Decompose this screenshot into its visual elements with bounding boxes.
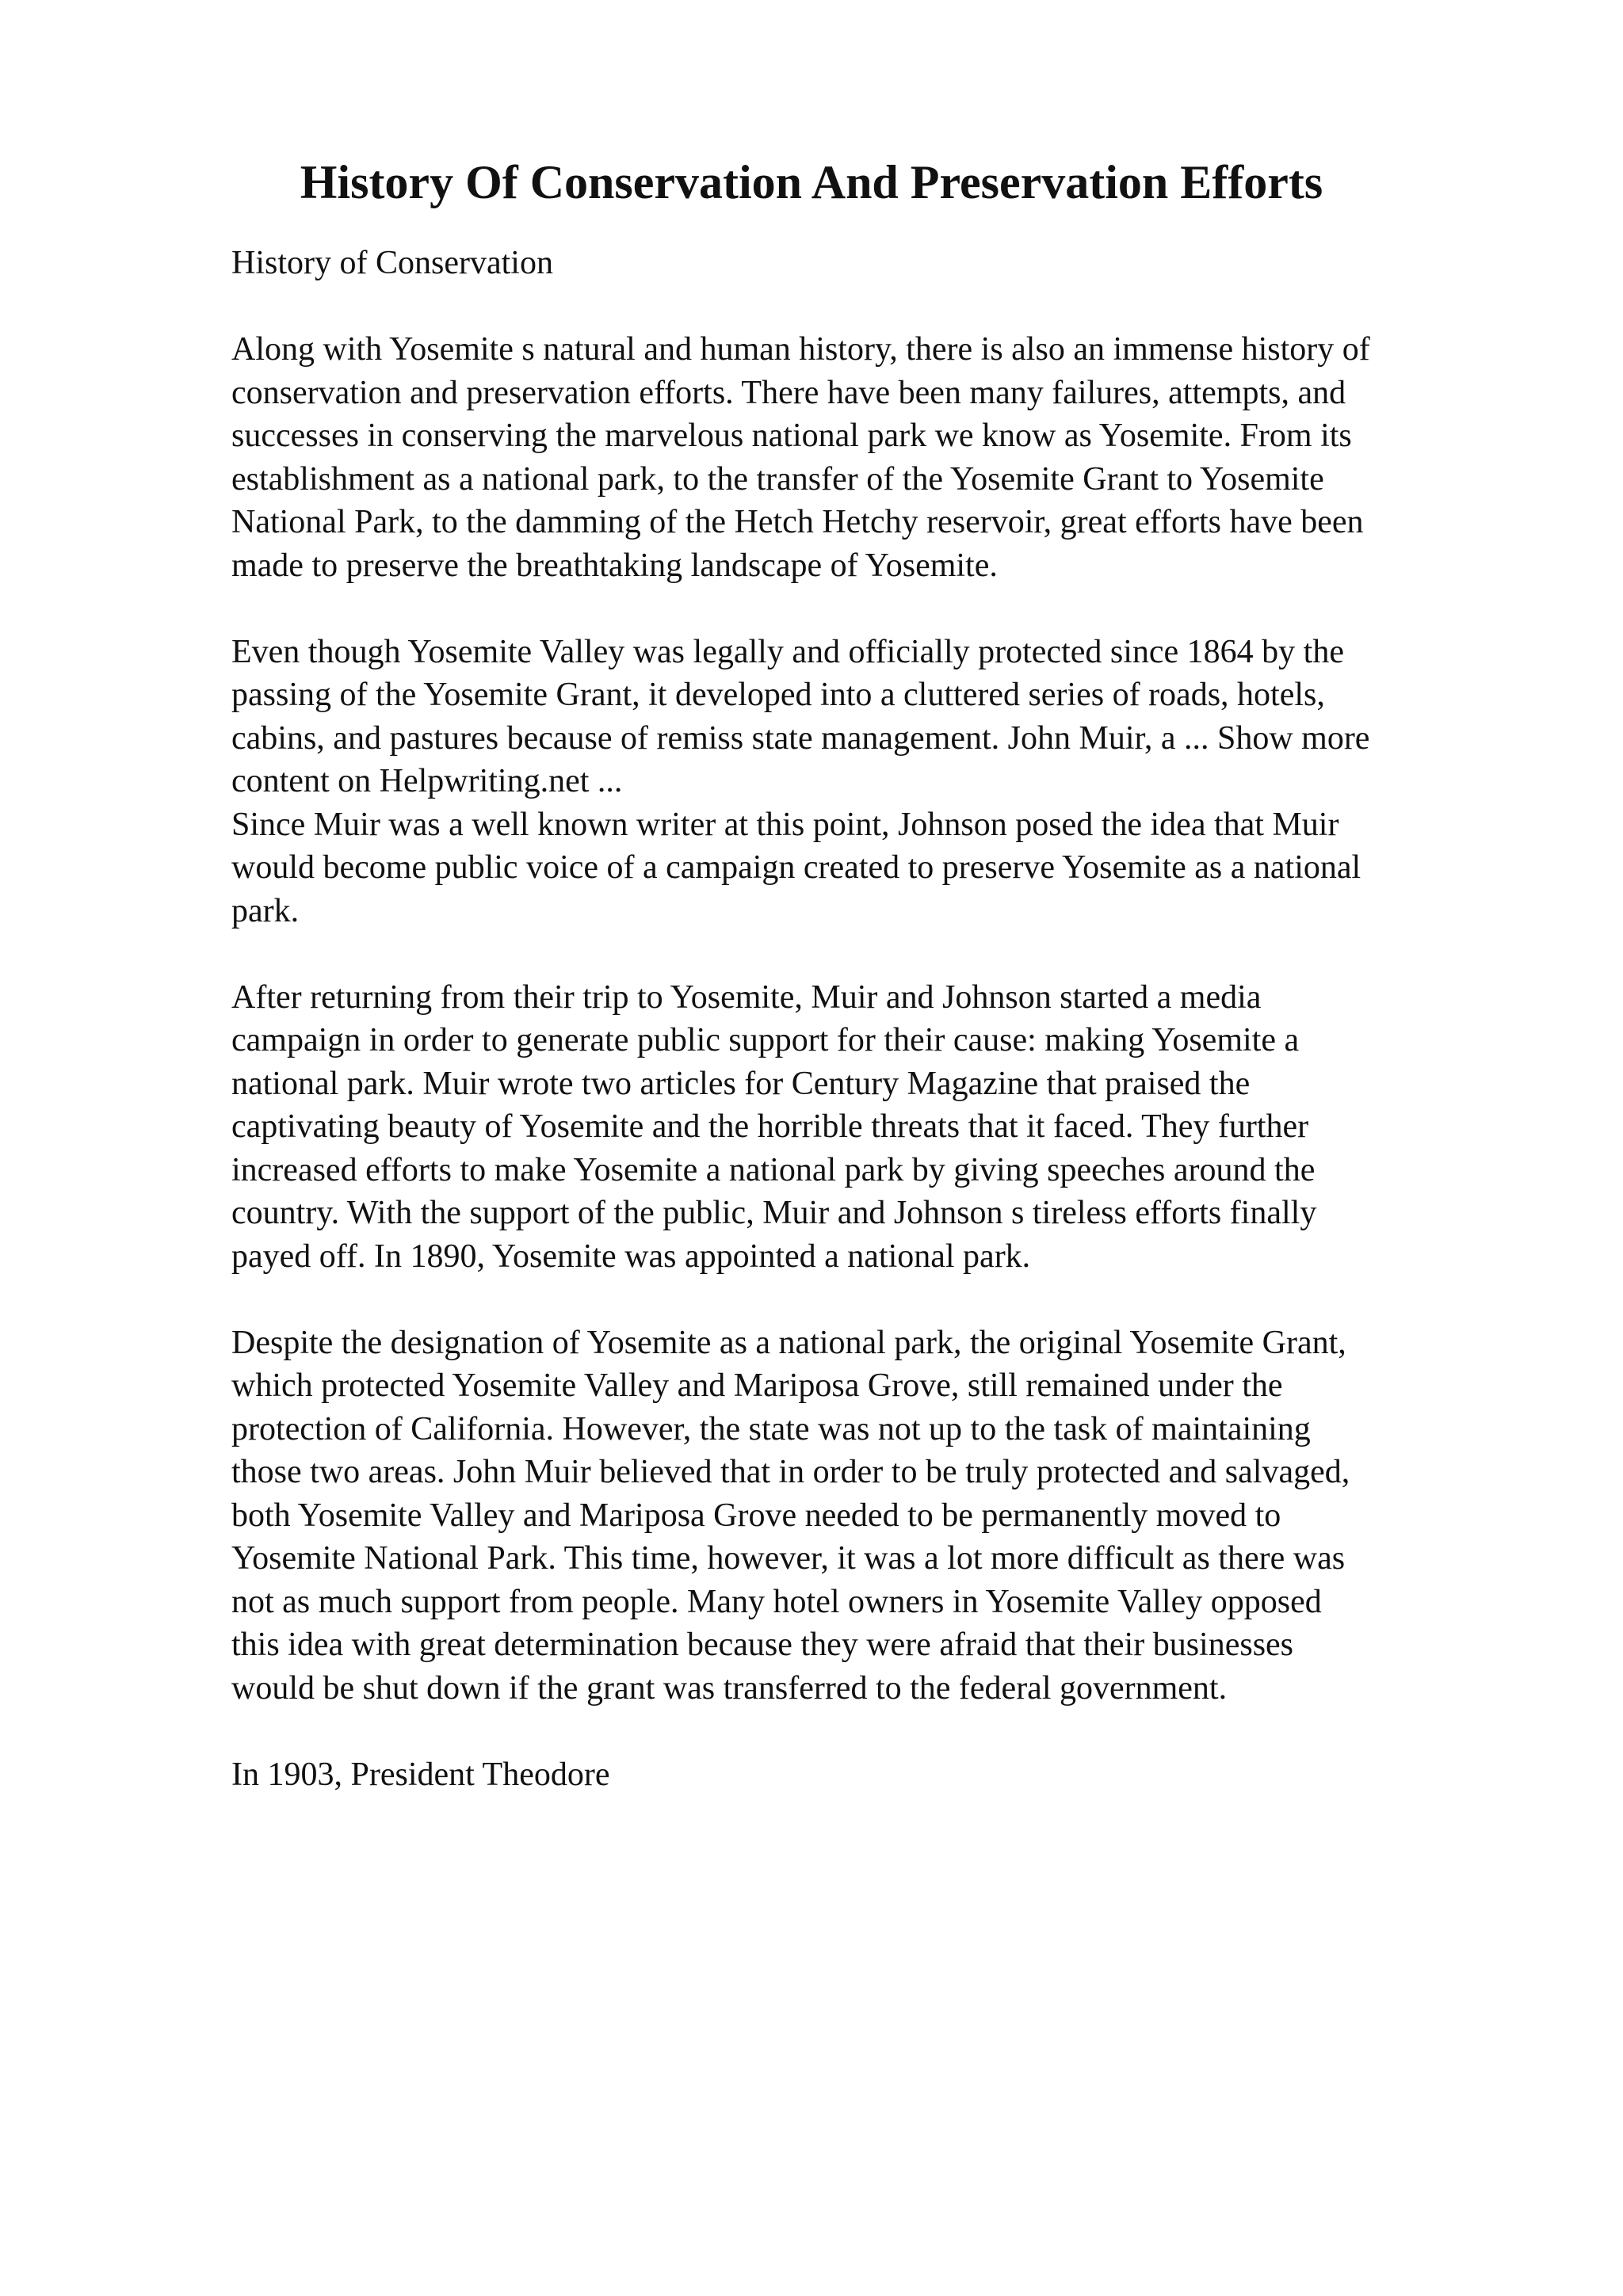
text-line: content on Helpwriting.net ... [231,763,623,799]
text-line: made to preserve the breathtaking landscape of Yosemite. [231,547,998,584]
text-line: increased efforts to make Yosemite a national park by giving speeches around the [231,1151,1316,1188]
paragraph-spacer [231,933,1531,976]
subheading: History of Conservation [231,245,553,281]
text-line: protection of California. However, the state was not up to the task of maintaining [231,1410,1311,1447]
text-line: successes in conserving the marvelous national park we know as Yosemite. From its [231,418,1352,454]
text-line: After returning from their trip to Yosemite, Muir and Johnson started a media [231,978,1262,1016]
paragraph-3 [231,976,1531,1279]
paragraph-5 [231,1753,1531,1797]
text-line: cabins, and pastures because of remiss state management. John Muir, a ... Show more [231,719,1370,757]
text-line: this idea with great determination because they were afraid that their businesses [231,1627,1294,1663]
text-line: In 1903, President Theodore [231,1756,610,1793]
text-line: establishment as a national park, to the transfer of the Yosemite Grant to Yosemite [231,460,1324,498]
text-line: payed off. In 1890, Yosemite was appointed a national park. [231,1238,1031,1275]
text-line: Despite the designation of Yosemite as a national park, the original Yosemite Grant, [231,1324,1346,1361]
paragraph-4 [231,1322,1531,1711]
paragraph-2 [231,631,1531,933]
text-line: national park. Muir wrote two articles for Century Magazine that praised the [231,1065,1251,1102]
text-line: would become public voice of a campaign created to preserve Yosemite as a national [231,849,1361,886]
text-line: would be shut down if the grant was transferred to the federal government. [231,1669,1228,1707]
document-body [231,242,1531,1796]
text-line: Even though Yosemite Valley was legally and officially protected since 1864 by the [231,633,1344,670]
text-line: country. With the support of the public, Muir and Johnson s tireless efforts finally [231,1195,1317,1231]
text-line: Along with Yosemite s natural and human history, there is also an immense history of [231,331,1370,368]
text-line: which protected Yosemite Valley and Mariposa Grove, still remained under the [231,1367,1283,1404]
text-line: captivating beauty of Yosemite and the horrible threats that it faced. They further [231,1108,1309,1145]
text-line: park. [231,892,300,929]
paragraph-spacer [231,587,1531,631]
text-line: passing of the Yosemite Grant, it developed into a cluttered series of roads, hotels, [231,677,1325,713]
text-line: National Park, to the damming of the Hetch Hetchy reservoir, great efforts have been [231,504,1364,540]
paragraph-spacer [231,1278,1531,1322]
document-title: History Of Conservation And Preservation Efforts [300,156,1323,208]
paragraph-spacer [231,1710,1531,1753]
text-line: both Yosemite Valley and Mariposa Grove needed to be permanently moved to [231,1497,1281,1534]
text-line: Yosemite National Park. This time, however, it was a lot more difficult as there was [231,1540,1346,1577]
text-line: conservation and preservation efforts. There have been many failures, attempts, and [231,374,1346,411]
text-line: campaign in order to generate public support for their cause: making Yosemite a [231,1022,1300,1058]
text-line: not as much support from people. Many hotel owners in Yosemite Valley opposed [231,1583,1322,1620]
paragraph-1 [231,328,1531,587]
text-line: those two areas. John Muir believed that in order to be truly protected and salvaged, [231,1454,1350,1490]
paragraph-spacer [231,285,1531,329]
text-line: Since Muir was a well known writer at this point, Johnson posed the idea that Muir [231,806,1339,843]
